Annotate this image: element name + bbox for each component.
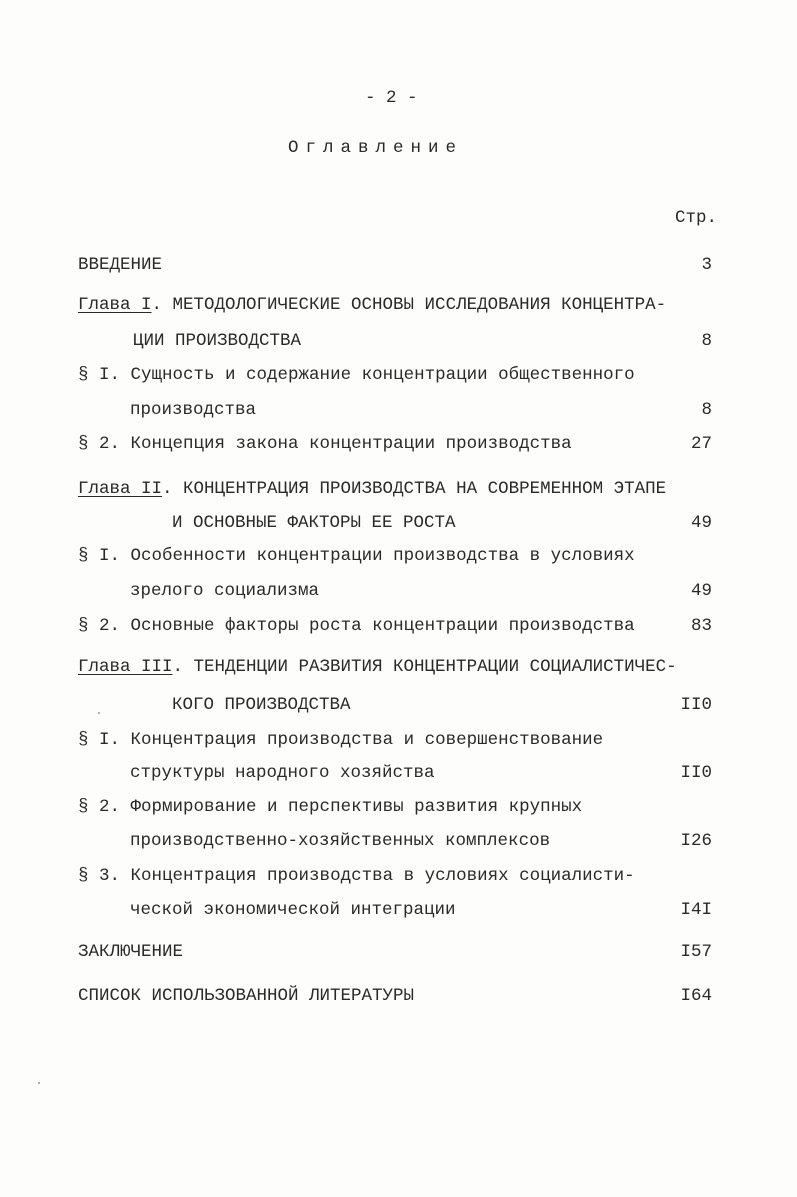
section-number: § 2. bbox=[78, 434, 121, 454]
toc-page: I4I bbox=[680, 900, 712, 920]
chapter-title-cont: КОГО ПРОИЗВОДСТВА bbox=[172, 695, 351, 715]
section-number: § 2. bbox=[78, 616, 121, 636]
toc-conclusion: ЗАКЛЮЧЕНИЕ bbox=[78, 942, 184, 962]
chapter-label: Глава III bbox=[78, 657, 173, 677]
section-number: § I. bbox=[78, 730, 121, 750]
paper-speck bbox=[38, 1082, 40, 1084]
chapter-label: Глава II bbox=[78, 479, 163, 499]
toc-page: I64 bbox=[680, 986, 712, 1006]
toc-page: II0 bbox=[680, 695, 712, 715]
toc-chapter-2 bbox=[78, 479, 666, 499]
chapter-title-cont: ЦИИ ПРОИЗВОДСТВА bbox=[133, 331, 302, 351]
toc-page: 8 bbox=[701, 400, 712, 420]
toc-chapter-1 bbox=[78, 295, 666, 315]
toc-section bbox=[78, 797, 582, 817]
toc-section bbox=[78, 434, 572, 454]
section-title-cont: ческой экономической интеграции bbox=[130, 900, 456, 920]
toc-section bbox=[78, 616, 635, 636]
section-number: § 2. bbox=[78, 797, 121, 817]
toc-bibliography: СПИСОК ИСПОЛЬЗОВАННОЙ ЛИТЕРАТУРЫ bbox=[78, 986, 415, 1006]
section-number: § I. bbox=[78, 546, 121, 566]
toc-page: II0 bbox=[680, 763, 712, 783]
toc-page: 3 bbox=[701, 255, 712, 275]
section-title-cont: производственно-хозяйственных комплексов bbox=[130, 831, 551, 851]
toc-section bbox=[78, 546, 635, 566]
section-title: Концентрация производства в условиях социалисти- bbox=[130, 866, 635, 886]
toc-page: 27 bbox=[690, 434, 712, 454]
page-column-header: Стр. bbox=[675, 208, 718, 228]
toc-chapter-3 bbox=[78, 657, 677, 677]
section-title-cont: производства bbox=[130, 400, 257, 420]
toc-page: I26 bbox=[680, 831, 712, 851]
chapter-title: . МЕТОДОЛОГИЧЕСКИЕ ОСНОВЫ ИССЛЕДОВАНИЯ КОНЦЕНТРА- bbox=[151, 295, 667, 315]
section-title-cont: структуры народного хозяйства bbox=[130, 763, 435, 783]
section-title: Концентрация производства и совершенствование bbox=[130, 730, 604, 750]
toc-section bbox=[78, 730, 603, 750]
toc-page: 83 bbox=[690, 616, 712, 636]
chapter-title: . КОНЦЕНТРАЦИЯ ПРОИЗВОДСТВА НА СОВРЕМЕННОМ ЭТАПЕ bbox=[162, 479, 667, 499]
section-title: Формирование и перспективы развития крупных bbox=[130, 797, 583, 817]
section-number: § 3. bbox=[78, 866, 121, 886]
chapter-title-cont: И ОСНОВНЫЕ ФАКТОРЫ ЕЕ РОСТА bbox=[172, 513, 456, 533]
toc-page: 49 bbox=[690, 581, 712, 601]
page-number: - 2 - bbox=[365, 88, 418, 108]
chapter-title: . ТЕНДЕНЦИИ РАЗВИТИЯ КОНЦЕНТРАЦИИ СОЦИАЛИСТИЧЕС- bbox=[172, 657, 677, 677]
page-title: Оглавление bbox=[288, 138, 464, 158]
toc-section bbox=[78, 866, 635, 886]
paper-speck bbox=[98, 712, 100, 714]
section-title: Концепция закона концентрации производства bbox=[130, 434, 572, 454]
chapter-label: Глава I bbox=[78, 295, 152, 315]
section-title: Сущность и содержание концентрации общественного bbox=[130, 365, 635, 385]
section-number: § I. bbox=[78, 365, 121, 385]
toc-page: 8 bbox=[701, 331, 712, 351]
section-title-cont: зрелого социализма bbox=[130, 581, 320, 601]
toc-section bbox=[78, 365, 635, 385]
toc-page: I57 bbox=[680, 942, 712, 962]
toc-page: 49 bbox=[690, 513, 712, 533]
section-title: Особенности концентрации производства в условиях bbox=[130, 546, 635, 566]
toc-intro: ВВЕДЕНИЕ bbox=[78, 255, 163, 275]
section-title: Основные факторы роста концентрации производства bbox=[130, 616, 635, 636]
